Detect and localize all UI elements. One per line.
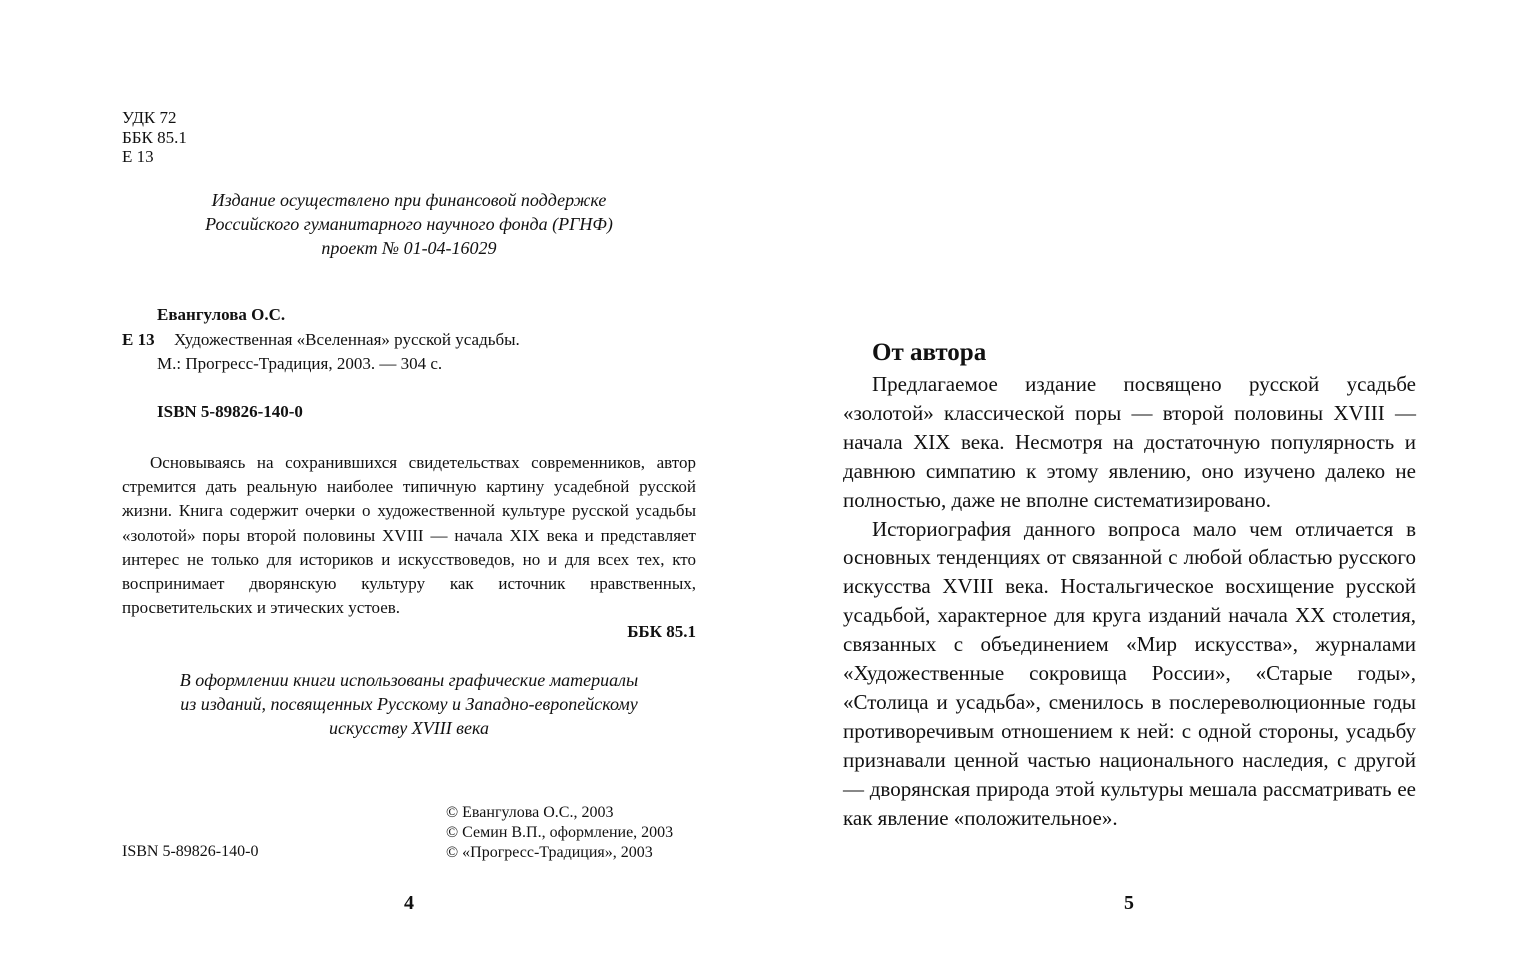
book-abstract: Основываясь на сохранившихся свидетельствах современников, автор стремится дать реальную наиболее типичную картину усадебной русской жизни. Книга содержит очерки о художественной культуре русской усадьбы «золотой» поры второй половины XVIII — начала XIX века и представляет интерес не только для историков и искусствоведов, но и для всех тех, кто воспринимает дворянскую культуру как источник нравственных, просветительских и этических устоев.	[122, 453, 696, 618]
right-page	[768, 0, 1536, 976]
design-note-line: из изданий, посвященных Русскому и Западно-европейскому	[180, 694, 638, 714]
author-mark-code: Е 13	[122, 147, 154, 166]
page-number: 5	[1124, 892, 1134, 914]
bbk-code: ББК 85.1	[122, 127, 187, 147]
classification-codes	[122, 108, 187, 167]
funding-line: Издание осуществлено при финансовой поддержке	[211, 190, 607, 210]
catalog-code: Е 13	[122, 330, 155, 349]
book-title: Художественная «Вселенная» русской усадьбы.	[174, 330, 520, 349]
bbk-index: ББК 85.1	[627, 622, 696, 641]
publication-info: М.: Прогресс-Традиция, 2003. — 304 с.	[157, 354, 443, 373]
paragraph: Историография данного вопроса мало чем отличается в основных тенденциях от связанной с любой областью русского искусства XVIII века. Ностальгическое восхищение русской усадьбой, характерное для круга изданий начала XX столетия, связанных с объединением «Мир искусства», журналами «Художественные сокровища России», «Старые годы», «Столица и усадьба», сменилось в послереволюционные годы противоречивым отношением к ней: с одной стороны, усадьбу признавали ценной частью национального наследия, с другой — дворянская природа этой культуры мешала рассматривать ее как явление «положительное».	[843, 516, 1416, 830]
isbn-footer: ISBN 5-89826-140-0	[122, 843, 259, 860]
page-number: 4	[404, 892, 414, 914]
copyright-block	[446, 803, 673, 862]
design-note-line: В оформлении книги использованы графические материалы	[179, 670, 639, 690]
isbn: ISBN 5-89826-140-0	[157, 402, 303, 421]
design-note	[122, 668, 696, 740]
funding-note	[122, 188, 696, 260]
author-name: Евангулова О.С.	[157, 305, 286, 324]
funding-line: Российского гуманитарного научного фонда (РГНФ)	[205, 214, 613, 234]
chapter-title: От автора	[872, 339, 987, 366]
funding-line: проект № 01-04-16029	[321, 238, 497, 258]
copyright-line: © Евангулова О.С., 2003	[446, 804, 614, 821]
paragraph: Предлагаемое издание посвящено русской усадьбе «золотой» классической поры — второй половины XVIII — начала XIX века. Несмотря на достаточную популярность и давнюю симпатию к этому явлению, оно изучено далеко не полностью, даже не вполне систематизировано.	[843, 372, 1416, 512]
copyright-line: © «Прогресс-Традиция», 2003	[446, 843, 653, 861]
copyright-line: © Семин В.П., оформление, 2003	[446, 823, 674, 841]
udk-code: УДК 72	[122, 108, 177, 127]
design-note-line: искусству XVIII века	[329, 718, 489, 738]
chapter-body	[843, 370, 1416, 833]
